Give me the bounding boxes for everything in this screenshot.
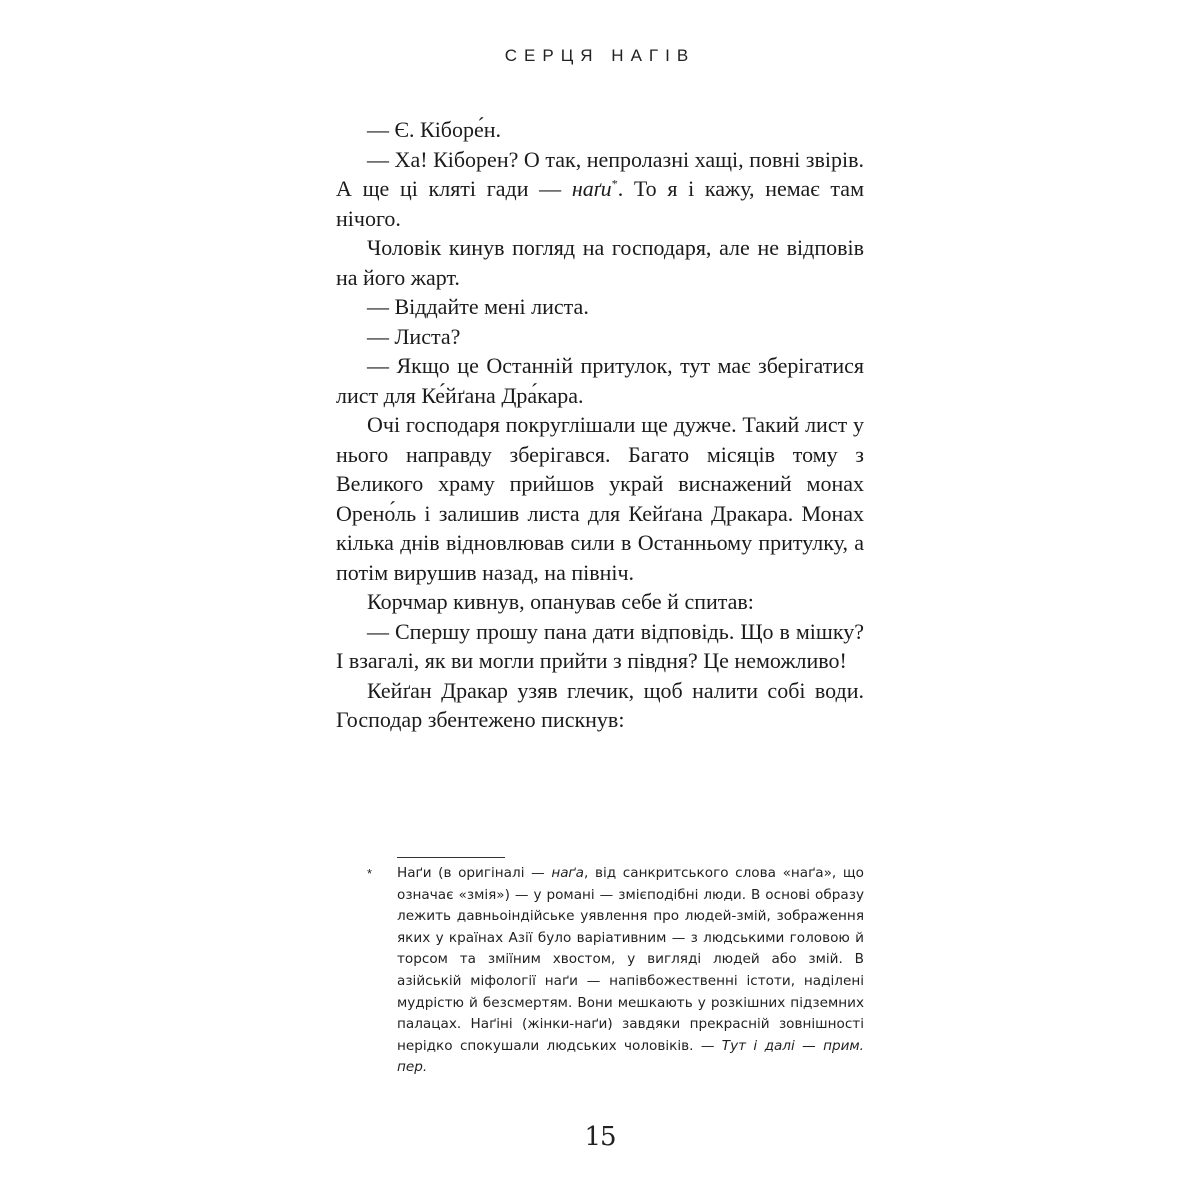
paragraph: — Спершу прошу пана дати відповідь. Що в мішку? І взагалі, як ви могли прийти з півдня? Це неможливо!: [336, 618, 864, 673]
paragraph: [336, 145, 864, 234]
paragraph: — Віддайте мені листа.: [367, 294, 589, 319]
term-naga: наґи: [571, 176, 612, 201]
text-run: . То я і кажу, немає там нічого.: [336, 176, 864, 231]
paragraph: Кейґан Дракар узяв глечик, щоб налити собі води. Господар збентежено пискнув:: [336, 677, 864, 732]
paragraph: — Листа?: [367, 323, 461, 349]
running-head: СЕРЦЯ НАГІВ: [504, 46, 696, 65]
text-run: — Ха! Кіборен? О так, непролазні хащі, повні звірів. А ще ці кляті гади —: [336, 146, 864, 201]
text-run: Наґи (в оригіналі —: [397, 865, 552, 881]
paragraph: — Є. Кібоpе́н.: [367, 117, 502, 142]
page-number: 15: [584, 1122, 616, 1152]
footnote-marker: *: [367, 866, 373, 881]
text-run: , від санкритського слова «наґа», що означає «змія») — у романі — змієподібні люди. В основі образу лежить давньоіндійське уявлення про людей-змій, зображення яких у країнах Азії було варіативним — з людськими головою й торсом та зміїним хвостом, у вигляді людей або змій. В азійській міфології наґи — напівбожественні істоти, наділені мудрістю й безсмертям. Вони мешкають у розкішних підземних палацах. Наґіні (жінки-наґи) завдяки прекрасній зовнішності нерідко спокушали людських чоловіків. —: [397, 865, 864, 1054]
paragraph: Чоловік кинув погляд на господаря, але не відповів на його жарт.: [336, 235, 864, 290]
footnote-divider: [397, 857, 505, 858]
footnote-reference[interactable]: *: [611, 176, 618, 191]
footnote: [397, 863, 864, 1079]
paragraph: Очі господаря покруглішали ще дужче. Такий лист у нього направду зберігався. Багато місяців тому з Великого храму прийшов украй виснажений монах Орено́ль і залишив листа для Кейґана Дракара. Монах кілька днів відновлював сили в Останньому притулку, а потім вирушив назад, на північ.: [336, 412, 864, 585]
main-text: [336, 115, 864, 735]
translator-note: Тут і далі — прим. пер.: [397, 1037, 865, 1076]
paragraph: — Якщо це Останній притулок, тут має зберігатися лист для Ке́йґана Дра́кара.: [336, 353, 864, 408]
italic-term: наґа: [551, 865, 585, 881]
paragraph: Корчмар кивнув, опанував себе й спитав:: [367, 589, 754, 614]
